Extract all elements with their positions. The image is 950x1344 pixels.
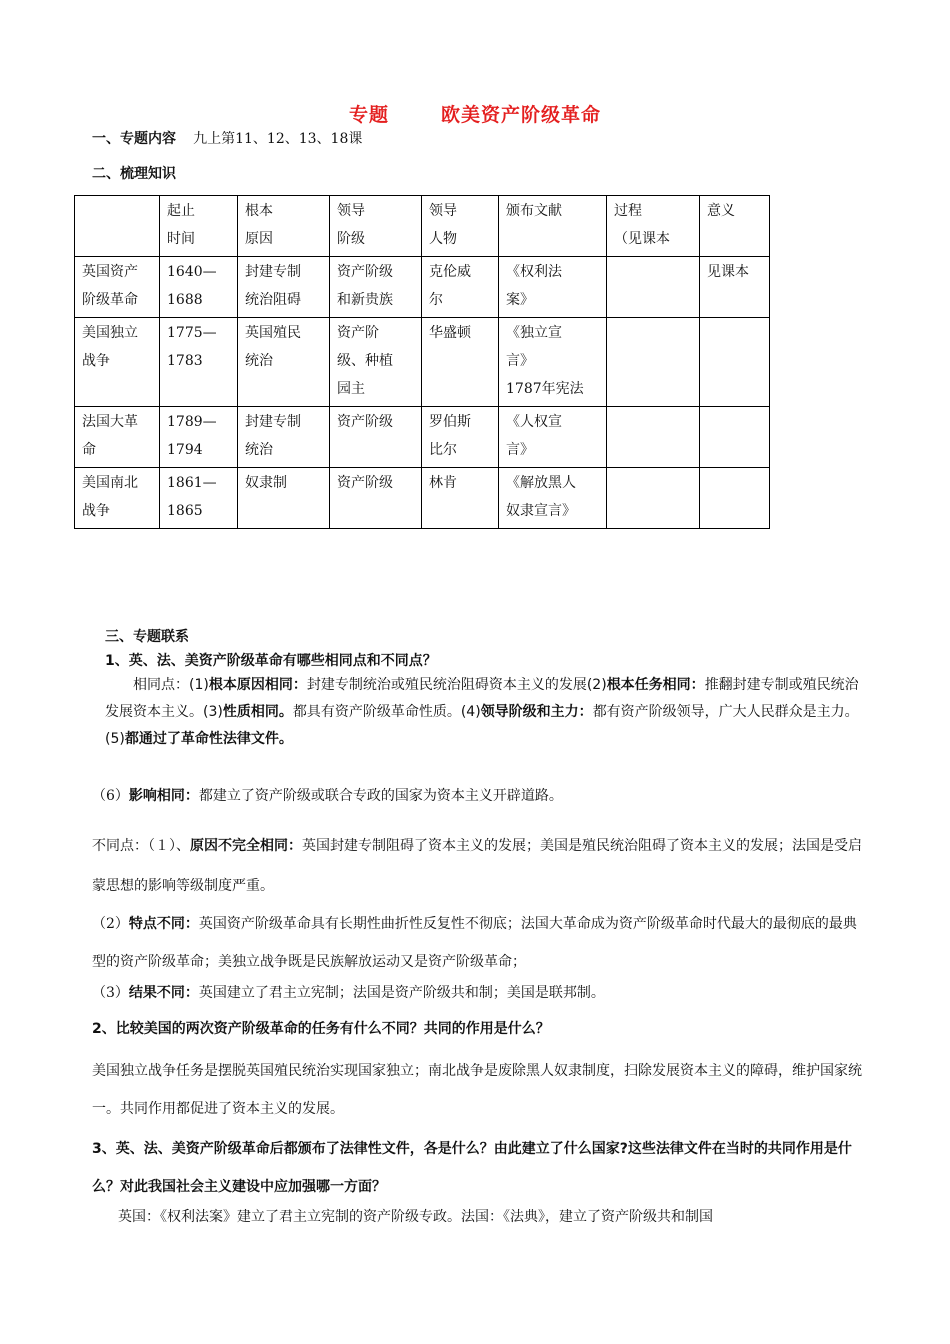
same-points-intro: 相同点： xyxy=(133,677,189,693)
header-cell: 颁布文献 xyxy=(499,196,607,257)
same-point-heading: 都通过了革命性法律文件。 xyxy=(124,731,293,747)
table-cell: 美国独立 战争 xyxy=(75,318,160,407)
section-1-label: 一、专题内容 xyxy=(92,131,176,147)
diff-point-heading: 特点不同： xyxy=(128,916,199,932)
table-cell: 1861— 1865 xyxy=(160,468,238,529)
table-cell: 资产阶 级、种植 园主 xyxy=(330,318,422,407)
table-cell: 资产阶级 xyxy=(330,468,422,529)
table-cell: 罗伯斯 比尔 xyxy=(422,407,499,468)
answer-2: 美国独立战争任务是摆脱英国殖民统治实现国家独立；南北战争是废除黑人奴隶制度，扫除发展资本主义的障碍，维护国家统一。共同作用都促进了资本主义的发展。 xyxy=(92,1063,862,1117)
diff-point-number: （3） xyxy=(92,985,129,1001)
header-cell: 过程 （见课本 xyxy=(607,196,700,257)
question-1: 1、英、法、美资产阶级革命有哪些相同点和不同点？ xyxy=(105,653,437,669)
table-cell: 英国资产 阶级革命 xyxy=(75,257,160,318)
table-row xyxy=(75,468,770,529)
same-point-number: (3) xyxy=(203,704,223,720)
knowledge-table xyxy=(74,195,770,529)
question-3: 3、英、法、美资产阶级革命后都颁布了法律性文件，各是什么？由此建立了什么国家?这些法律文件在当时的共同作用是什么？对此我国社会主义建设中应加强哪一方面？ xyxy=(92,1141,852,1195)
same-point-number: (5) xyxy=(105,731,125,747)
diff-point-heading: 原因不完全相同： xyxy=(190,838,302,854)
page-title xyxy=(0,100,950,127)
table-cell: 克伦威 尔 xyxy=(422,257,499,318)
table-cell: 封建专制 统治阻碍 xyxy=(238,257,330,318)
table-cell: 法国大革 命 xyxy=(75,407,160,468)
same-point-number: (4) xyxy=(460,704,481,720)
same-point-heading: 影响相同： xyxy=(128,788,199,804)
table-header-row xyxy=(75,196,770,257)
title-part-2: 欧美资产阶级革命 xyxy=(441,104,602,126)
section-3-label: 三、专题联系 xyxy=(105,629,189,645)
same-point-text: 都建立了资产阶级或联合专政的国家为资本主义开辟道路。 xyxy=(198,788,563,804)
table-cell: 《解放黑人 奴隶宣言》 xyxy=(499,468,607,529)
table-cell xyxy=(607,468,700,529)
table-cell xyxy=(700,318,770,407)
table-cell: 1775— 1783 xyxy=(160,318,238,407)
table-cell xyxy=(607,257,700,318)
table-cell: 林肯 xyxy=(422,468,499,529)
same-point-heading: 领导阶级和主力： xyxy=(480,704,593,720)
table-cell: 封建专制 统治 xyxy=(238,407,330,468)
same-point-number: (1) xyxy=(189,677,209,693)
table-row xyxy=(75,257,770,318)
diff-point-2 xyxy=(92,905,862,981)
title-part-1: 专题 xyxy=(348,104,389,126)
table-row xyxy=(75,318,770,407)
table-cell: 《权利法 案》 xyxy=(499,257,607,318)
diff-points-intro: 不同点：（１）、 xyxy=(92,838,190,854)
table-cell: 华盛顿 xyxy=(422,318,499,407)
same-point-number: （6） xyxy=(92,788,129,804)
header-cell: 起止 时间 xyxy=(160,196,238,257)
same-point-heading: 根本任务相同： xyxy=(606,677,705,693)
table-cell: 1789— 1794 xyxy=(160,407,238,468)
table-cell xyxy=(607,318,700,407)
diff-point-3 xyxy=(92,983,862,1003)
diff-point-text: 英国资产阶级革命具有长期性曲折性反复性不彻底；法国大革命成为资产阶级革命时代最大的最彻底的最典型的资产阶级革命；美独立战争既是民族解放运动又是资产阶级革命； xyxy=(92,916,857,970)
table-cell xyxy=(607,407,700,468)
same-point-text: 推翻封建专制或殖民统治发展资本主义。 xyxy=(105,677,859,720)
table-cell: 1640— 1688 xyxy=(160,257,238,318)
same-point-text: 都有资产阶级领导，广大人民群众是主力。 xyxy=(592,704,859,720)
same-point-6 xyxy=(92,786,862,806)
answer-3: 英国：《权利法案》建立了君主立宪制的资产阶级专政。法国：《法典》，建立了资产阶级共和制国 xyxy=(118,1209,713,1225)
diff-point-text: 英国建立了君主立宪制；法国是资产阶级共和制；美国是联邦制。 xyxy=(198,985,605,1001)
table-cell xyxy=(700,407,770,468)
section-2-label: 二、梳理知识 xyxy=(92,166,176,182)
diff-point-heading: 结果不同： xyxy=(128,985,199,1001)
question-2: 2、比较美国的两次资产阶级革命的任务有什么不同？共同的作用是什么？ xyxy=(92,1021,550,1037)
section-1 xyxy=(92,128,362,148)
table-cell: 奴隶制 xyxy=(238,468,330,529)
section-1-content: 九上第11、12、13、18课 xyxy=(193,131,363,147)
header-cell: 领导 阶级 xyxy=(330,196,422,257)
same-point-number: (2) xyxy=(586,677,607,693)
table-cell: 《独立宣 言》 1787年宪法 xyxy=(499,318,607,407)
same-point-heading: 性质相同。 xyxy=(222,704,293,720)
same-point-heading: 根本原因相同： xyxy=(208,677,307,693)
header-cell: 意义 xyxy=(700,196,770,257)
header-cell xyxy=(75,196,160,257)
diff-point-text: 英国封建专制阻碍了资本主义的发展；美国是殖民统治阻碍了资本主义的发展；法国是受启蒙思想的影响等级制度严重。 xyxy=(92,838,862,894)
table-cell: 美国南北 战争 xyxy=(75,468,160,529)
table-cell: 资产阶级 xyxy=(330,407,422,468)
table-cell: 英国殖民 统治 xyxy=(238,318,330,407)
header-cell: 根本 原因 xyxy=(238,196,330,257)
table-cell: 《人权宣 言》 xyxy=(499,407,607,468)
diff-point-1 xyxy=(92,826,862,906)
table-cell: 见课本 xyxy=(700,257,770,318)
header-cell: 领导 人物 xyxy=(422,196,499,257)
diff-point-number: （2） xyxy=(92,916,129,932)
table-row xyxy=(75,407,770,468)
same-points-paragraph xyxy=(105,672,865,753)
same-point-text: 封建专制统治或殖民统治阻碍资本主义的发展 xyxy=(306,677,587,693)
same-point-text: 都具有资产阶级革命性质。 xyxy=(292,704,461,720)
table-cell: 资产阶级 和新贵族 xyxy=(330,257,422,318)
table-cell xyxy=(700,468,770,529)
